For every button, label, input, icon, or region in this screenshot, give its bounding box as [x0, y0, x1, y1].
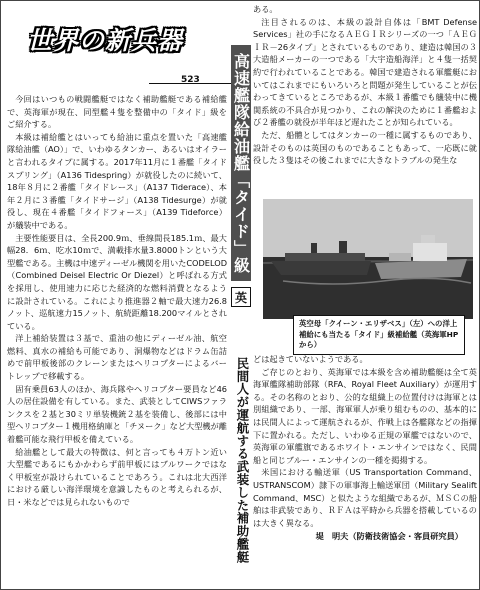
ship-photo	[263, 199, 473, 319]
author-credit: 堤 明夫（防衛技術協会・客員研究員）	[315, 531, 463, 542]
country-tag: 英	[231, 287, 251, 307]
article-title: 高速艦隊給油艦「タイド」級	[231, 45, 251, 281]
paragraph: 米国における輸送軍（US Transportation Command、USTRANSCOM）隷下の軍事海上輸送軍団（Military Sealift Command、MSC）と似たような組織であるが、ＭＳＣの船舶は非武装であり、ＲＦＡは平時から兵器を搭載しているのは大きく異なる。	[253, 467, 477, 528]
paragraph: ある。	[253, 4, 278, 14]
paragraph: 固有乗員63人のほか、海兵隊やヘリコプター要員など46人の居住設備を有している。また、武装としてCIWSファランクスを２基と30ミリ単装機銃２基を装備し、後部には中型ヘリコプター１機用格納庫と「チヌーク」など大型機が離着艦可能な飛行甲板を備えている。	[7, 383, 227, 445]
paragraph: どは起きていないようである。	[253, 354, 368, 364]
paragraph: ご存じのとおり、英海軍では本級を含め補助艦艇は全て英海軍艦隊補助部隊（RFA、Royal Fleet Auxiliary）が運用する。その名称のとおり、公的な組織上の位置付けは海軍とは別組織であり、一部、海軍軍人が乗り組むものの、基本的には民間人によって運航されるが、作戦上は各艦隊などの指揮下に置かれる。ただし、いわゆる正規の軍艦ではないので、英海軍の軍艦旗であるホワイト・エンサインではなく、民間船と同じブルー・エンサインの一種を掲揚する。	[253, 366, 477, 465]
paragraph: 給油艦として最大の特徴は、何と言っても４万トン近い大型艦であるにもかかわらず前甲板にはブルワークではなく甲板室が設けられていることであろう。これは北大西洋における厳しい海洋環境を意識したものと考えられるが、日・米などでは見られないもので	[7, 446, 227, 507]
left-column	[7, 93, 227, 509]
right-column-bottom	[253, 353, 477, 543]
paragraph: 注目されるのは、本級の設計自体は「BMT Defense Services」社の手になるＡＥＧＩＲシリーズの一つ「ＡＥＧＩＲ－26タイプ」とされているものであり、建造は韓国の３大造船メーカーの一つである「大宇造船海洋」と４隻一括契約で行われていることである。韓国で建造される軍艦艇においてはこれまでにもいろいろと問題が発生していることが伝わってきているところであるが、本級１番艦でも艤装中に機関系統の不具合が見つかり、これの解決のために１番艦および２番艦の就役が半年ほど遅れたことが知られている。	[253, 16, 477, 128]
series-header	[1, 1, 241, 83]
article-subtitle: 民間人が運航する武装した補助艦艇	[235, 357, 250, 564]
series-title: 世界の新兵器	[27, 26, 184, 55]
ship-photo-illustration	[263, 199, 473, 319]
paragraph: 洋上補給装置は３基で、重油の他にディーゼル油、航空燃料、真水の補給も可能であり、洞爆物などはドラム缶詰めで前甲板後部のクレーンまたはヘリコプターによるバートレップで移載する。	[7, 333, 227, 382]
paragraph: 今回はいつもの戦闘艦艇ではなく補助艦艇である補給艦で、英海軍が現在、同型艦４隻を整備中の「タイド」級をご紹介する。	[7, 94, 227, 130]
right-column-top	[253, 3, 477, 167]
paragraph: ただ、船體としてはタンカーの一種に属するものであり、設計そのものは英国のものであることもあって、一応既に就役した３隻はその後これまでに大きなトラブルの発生な	[253, 129, 477, 166]
paragraph: 本級は補給艦とはいっても給油に重点を置いた「高速艦隊給油艦（AO）」で、いわゆるタンカー、あるいはオイラーと言われるタイプに属する。2017年11月に１番艦「タイドスプリング」（A136 Tidespring）が就役したのに続いて、18年８月に２番艦「タイドレース」（A137 Tiderace）、本年２月に３番艦「タイドサージ」（A138 Tidesurge）が就役し、現在４番艦「タイドフォース」（A139 Tideforce）が艤装中である。	[7, 131, 227, 230]
series-number: 523	[181, 75, 200, 85]
paragraph: 主要性能要目は、全長200.9ｍ、垂線間長185.1ｍ、最大幅28．6ｍ、吃水10ｍで、満載排水量3.8000トンという大型艦である。主機は中速ディーゼル機関を用いたCODELOD（Combined Deisel Electric Or Diezel）と呼ばれる方式を採用し、使用速力に応じた経済的な燃料消費となるように設計されている。これにより推進器２軸で最大速力26.8ノット、巡航速力15ノット、航続距離18.200マイルとされている。	[7, 232, 227, 331]
photo-caption: 英空母「クイーン・エリザベス」（左）への洋上補給にも当たる「タイド」級補給艦（英海軍HPから）	[293, 315, 465, 355]
